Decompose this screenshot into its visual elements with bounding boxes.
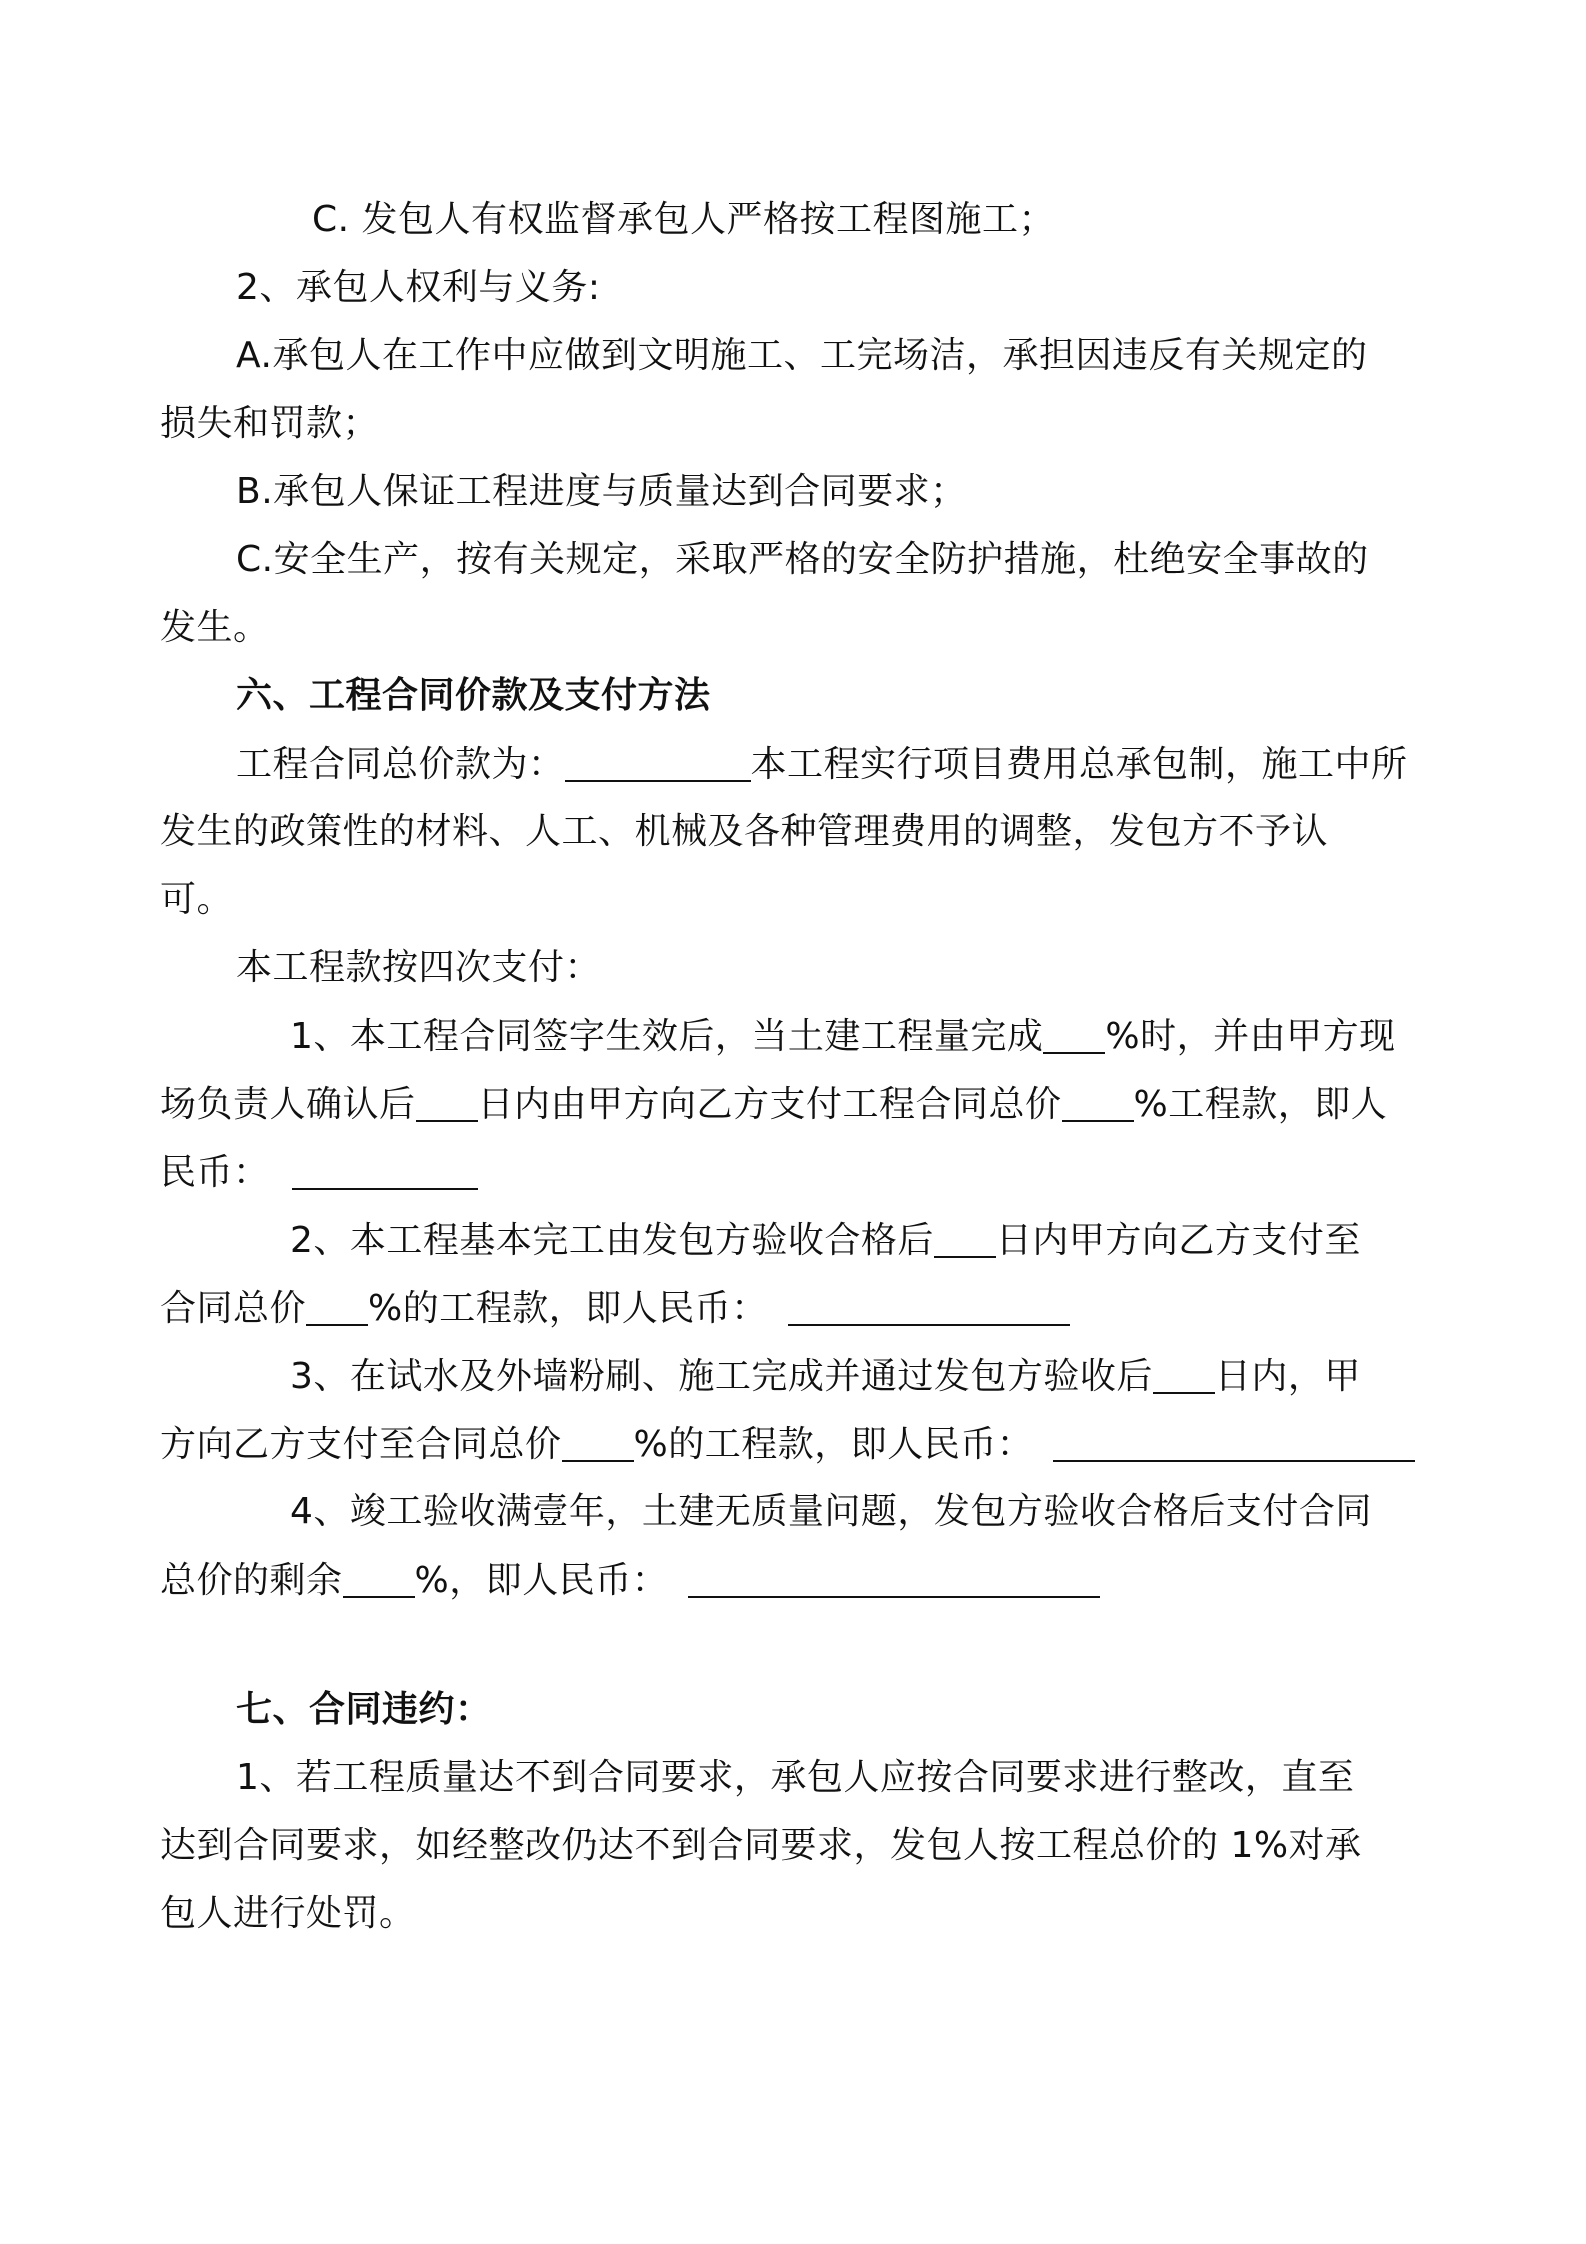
text-line: A.承包人在工作中应做到文明施工、工完场洁，承担因违反有关规定的 [236, 335, 1368, 376]
text-line: C.安全生产，按有关规定，采取严格的安全防护措施，杜绝安全事故的 [236, 539, 1369, 580]
section-title: 六、工程合同价款及支付方法 [236, 675, 711, 716]
percent-blank[interactable] [562, 1420, 634, 1462]
clause-5-2-a [236, 332, 1536, 380]
days-blank[interactable] [934, 1216, 996, 1258]
percent-blank[interactable] [1062, 1080, 1134, 1122]
clause-5-2-b [236, 468, 1536, 516]
percent-blank[interactable] [1043, 1012, 1105, 1054]
text-segment: 工程合同总价款为： [236, 744, 565, 785]
amount-blank[interactable] [1053, 1420, 1415, 1462]
text-line: 2、承包人权利与义务: [236, 267, 601, 308]
days-blank[interactable] [416, 1080, 478, 1122]
text-segment: 日内甲方向乙方支付至 [995, 1220, 1361, 1261]
amount-blank[interactable] [788, 1284, 1070, 1326]
payment-3-cont [160, 1420, 1460, 1469]
clause-5-2-c-cont [160, 604, 1460, 652]
clause-5-2-heading [236, 264, 1536, 312]
text-line: C. 发包人有权监督承包人严格按工程图施工； [312, 199, 1056, 240]
text-line: 本工程款按四次支付： [236, 947, 602, 988]
text-line: 损失和罚款； [160, 403, 380, 444]
total-price-line-cont2 [160, 876, 1460, 924]
total-price-line [236, 740, 1536, 789]
clause-5-1-c [312, 196, 1586, 244]
breach-1-cont [160, 1822, 1460, 1870]
percent-blank[interactable] [306, 1284, 368, 1326]
percent-blank[interactable] [343, 1556, 415, 1598]
text-segment: 方向乙方支付至合同总价 [160, 1424, 562, 1465]
section-title: 七、合同违约： [236, 1689, 492, 1730]
total-price-blank[interactable] [565, 740, 751, 782]
payment-1-cont2 [160, 1148, 1460, 1197]
amount-blank[interactable] [688, 1556, 1100, 1598]
breach-1 [236, 1754, 1536, 1802]
days-blank[interactable] [1153, 1352, 1215, 1394]
clause-5-2-a-cont [160, 400, 1460, 448]
amount-blank[interactable] [292, 1148, 478, 1190]
text-line: B.承包人保证工程进度与质量达到合同要求； [236, 471, 967, 512]
text-line: 达到合同要求，如经整改仍达不到合同要求，发包人按工程总价的 1%对承 [160, 1825, 1362, 1866]
text-line: 可。 [160, 879, 234, 920]
text-line: 4、竣工验收满壹年，土建无质量问题，发包方验收合格后支付合同 [290, 1491, 1372, 1532]
text-segment: 总价的剩余 [160, 1560, 343, 1601]
section-7-heading [236, 1686, 1536, 1734]
text-segment: 场负责人确认后 [160, 1084, 416, 1125]
text-segment: %，即人民币： [414, 1560, 669, 1601]
payment-4 [290, 1488, 1586, 1536]
text-segment: 2、本工程基本完工由发包方验收合格后 [290, 1220, 934, 1261]
text-segment: 民币： [160, 1152, 270, 1193]
text-segment: 本工程实行项目费用总承包制，施工中所 [750, 744, 1408, 785]
text-segment: %工程款，即人 [1133, 1084, 1388, 1125]
section-6-heading [236, 672, 1536, 720]
clause-5-2-c [236, 536, 1536, 584]
text-segment: 合同总价 [160, 1288, 307, 1329]
total-price-line-cont [160, 808, 1460, 856]
payment-3 [290, 1352, 1586, 1401]
text-segment: 日内由甲方向乙方支付工程合同总价 [477, 1084, 1062, 1125]
payment-1 [290, 1012, 1586, 1061]
text-segment: %时，并由甲方现 [1105, 1016, 1396, 1057]
text-segment: %的工程款，即人民币： [633, 1424, 1034, 1465]
text-segment: 日内，甲 [1214, 1356, 1361, 1397]
text-segment: 3、在试水及外墙粉刷、施工完成并通过发包方验收后 [290, 1356, 1153, 1397]
text-segment: 1、本工程合同签字生效后，当土建工程量完成 [290, 1016, 1044, 1057]
payment-intro [236, 944, 1536, 992]
payment-4-cont [160, 1556, 1460, 1605]
payment-2-cont [160, 1284, 1460, 1333]
breach-1-cont2 [160, 1890, 1460, 1938]
text-line: 包人进行处罚。 [160, 1893, 416, 1934]
text-line: 发生的政策性的材料、人工、机械及各种管理费用的调整，发包方不予认 [160, 811, 1329, 852]
text-line: 发生。 [160, 607, 270, 648]
text-line: 1、若工程质量达不到合同要求，承包人应按合同要求进行整改，直至 [236, 1757, 1355, 1798]
payment-2 [290, 1216, 1586, 1265]
payment-1-cont [160, 1080, 1460, 1129]
text-segment: %的工程款，即人民币： [368, 1288, 768, 1329]
